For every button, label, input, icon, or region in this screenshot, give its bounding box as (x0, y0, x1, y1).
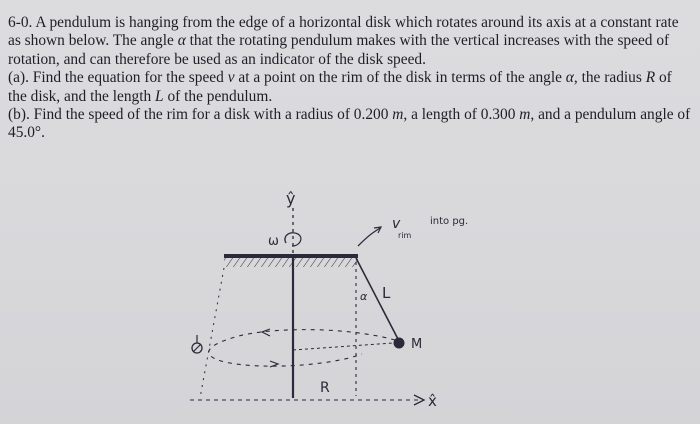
alpha-symbol-2: α (565, 69, 574, 87)
rotation-path (209, 330, 395, 367)
part-a-text-3: , the radius (573, 69, 646, 87)
R-symbol: R (645, 69, 656, 87)
L-symbol: L (155, 87, 164, 105)
part-a-text-5: of the pendulum. (163, 87, 273, 105)
alpha-symbol: α (177, 32, 186, 50)
unit-m-1: m (392, 106, 404, 124)
cone-left (200, 268, 224, 398)
velocity-arrow-icon (358, 228, 380, 246)
part-b-text-1: Find the speed of the rim for a disk with a radius of 0.200 (29, 106, 393, 124)
R-label: R (320, 380, 330, 396)
x-axis-label: x̂ (428, 392, 437, 410)
v-symbol: v (227, 69, 235, 87)
rim-label: rim (398, 231, 412, 240)
L-label: L (382, 284, 391, 302)
unit-m-2: m (519, 106, 531, 124)
omega-label: ω (268, 234, 279, 249)
radius-dash (293, 343, 393, 350)
part-a-text-4: of the disk, and the length (8, 69, 672, 105)
intro-text-2: that the rotating pendulum makes with the vertical increases with the speed of rotation, and can therefore be used as an indicator of the disk speed. (8, 32, 670, 68)
disk-hatch (224, 258, 358, 267)
y-axis-label: ŷ (286, 189, 296, 208)
alpha-label: α (360, 290, 368, 303)
disk-top (224, 254, 358, 258)
part-b-text-3: , and a pendulum angle of 45.0°. (8, 106, 691, 142)
v-label: v (392, 216, 401, 232)
part-a-text-1: Find the equation for the speed (28, 69, 228, 87)
part-a-text-2: at a point on the rim of the disk in terms of the angle (234, 69, 566, 87)
part-b-label: (b). (8, 106, 30, 124)
problem-number: 6-0. (8, 14, 33, 31)
part-a-label: (a). (8, 69, 29, 87)
pendulum-mass (394, 338, 405, 349)
M-label: M (411, 337, 423, 352)
intro-text-1: A pendulum is hanging from the edge of a horizontal disk which rotates around its axis at a constant rate as shown below. The angle (8, 14, 679, 50)
into-page-label: into pg. (430, 216, 469, 227)
part-b-text-2: , a length of 0.300 (403, 106, 520, 124)
